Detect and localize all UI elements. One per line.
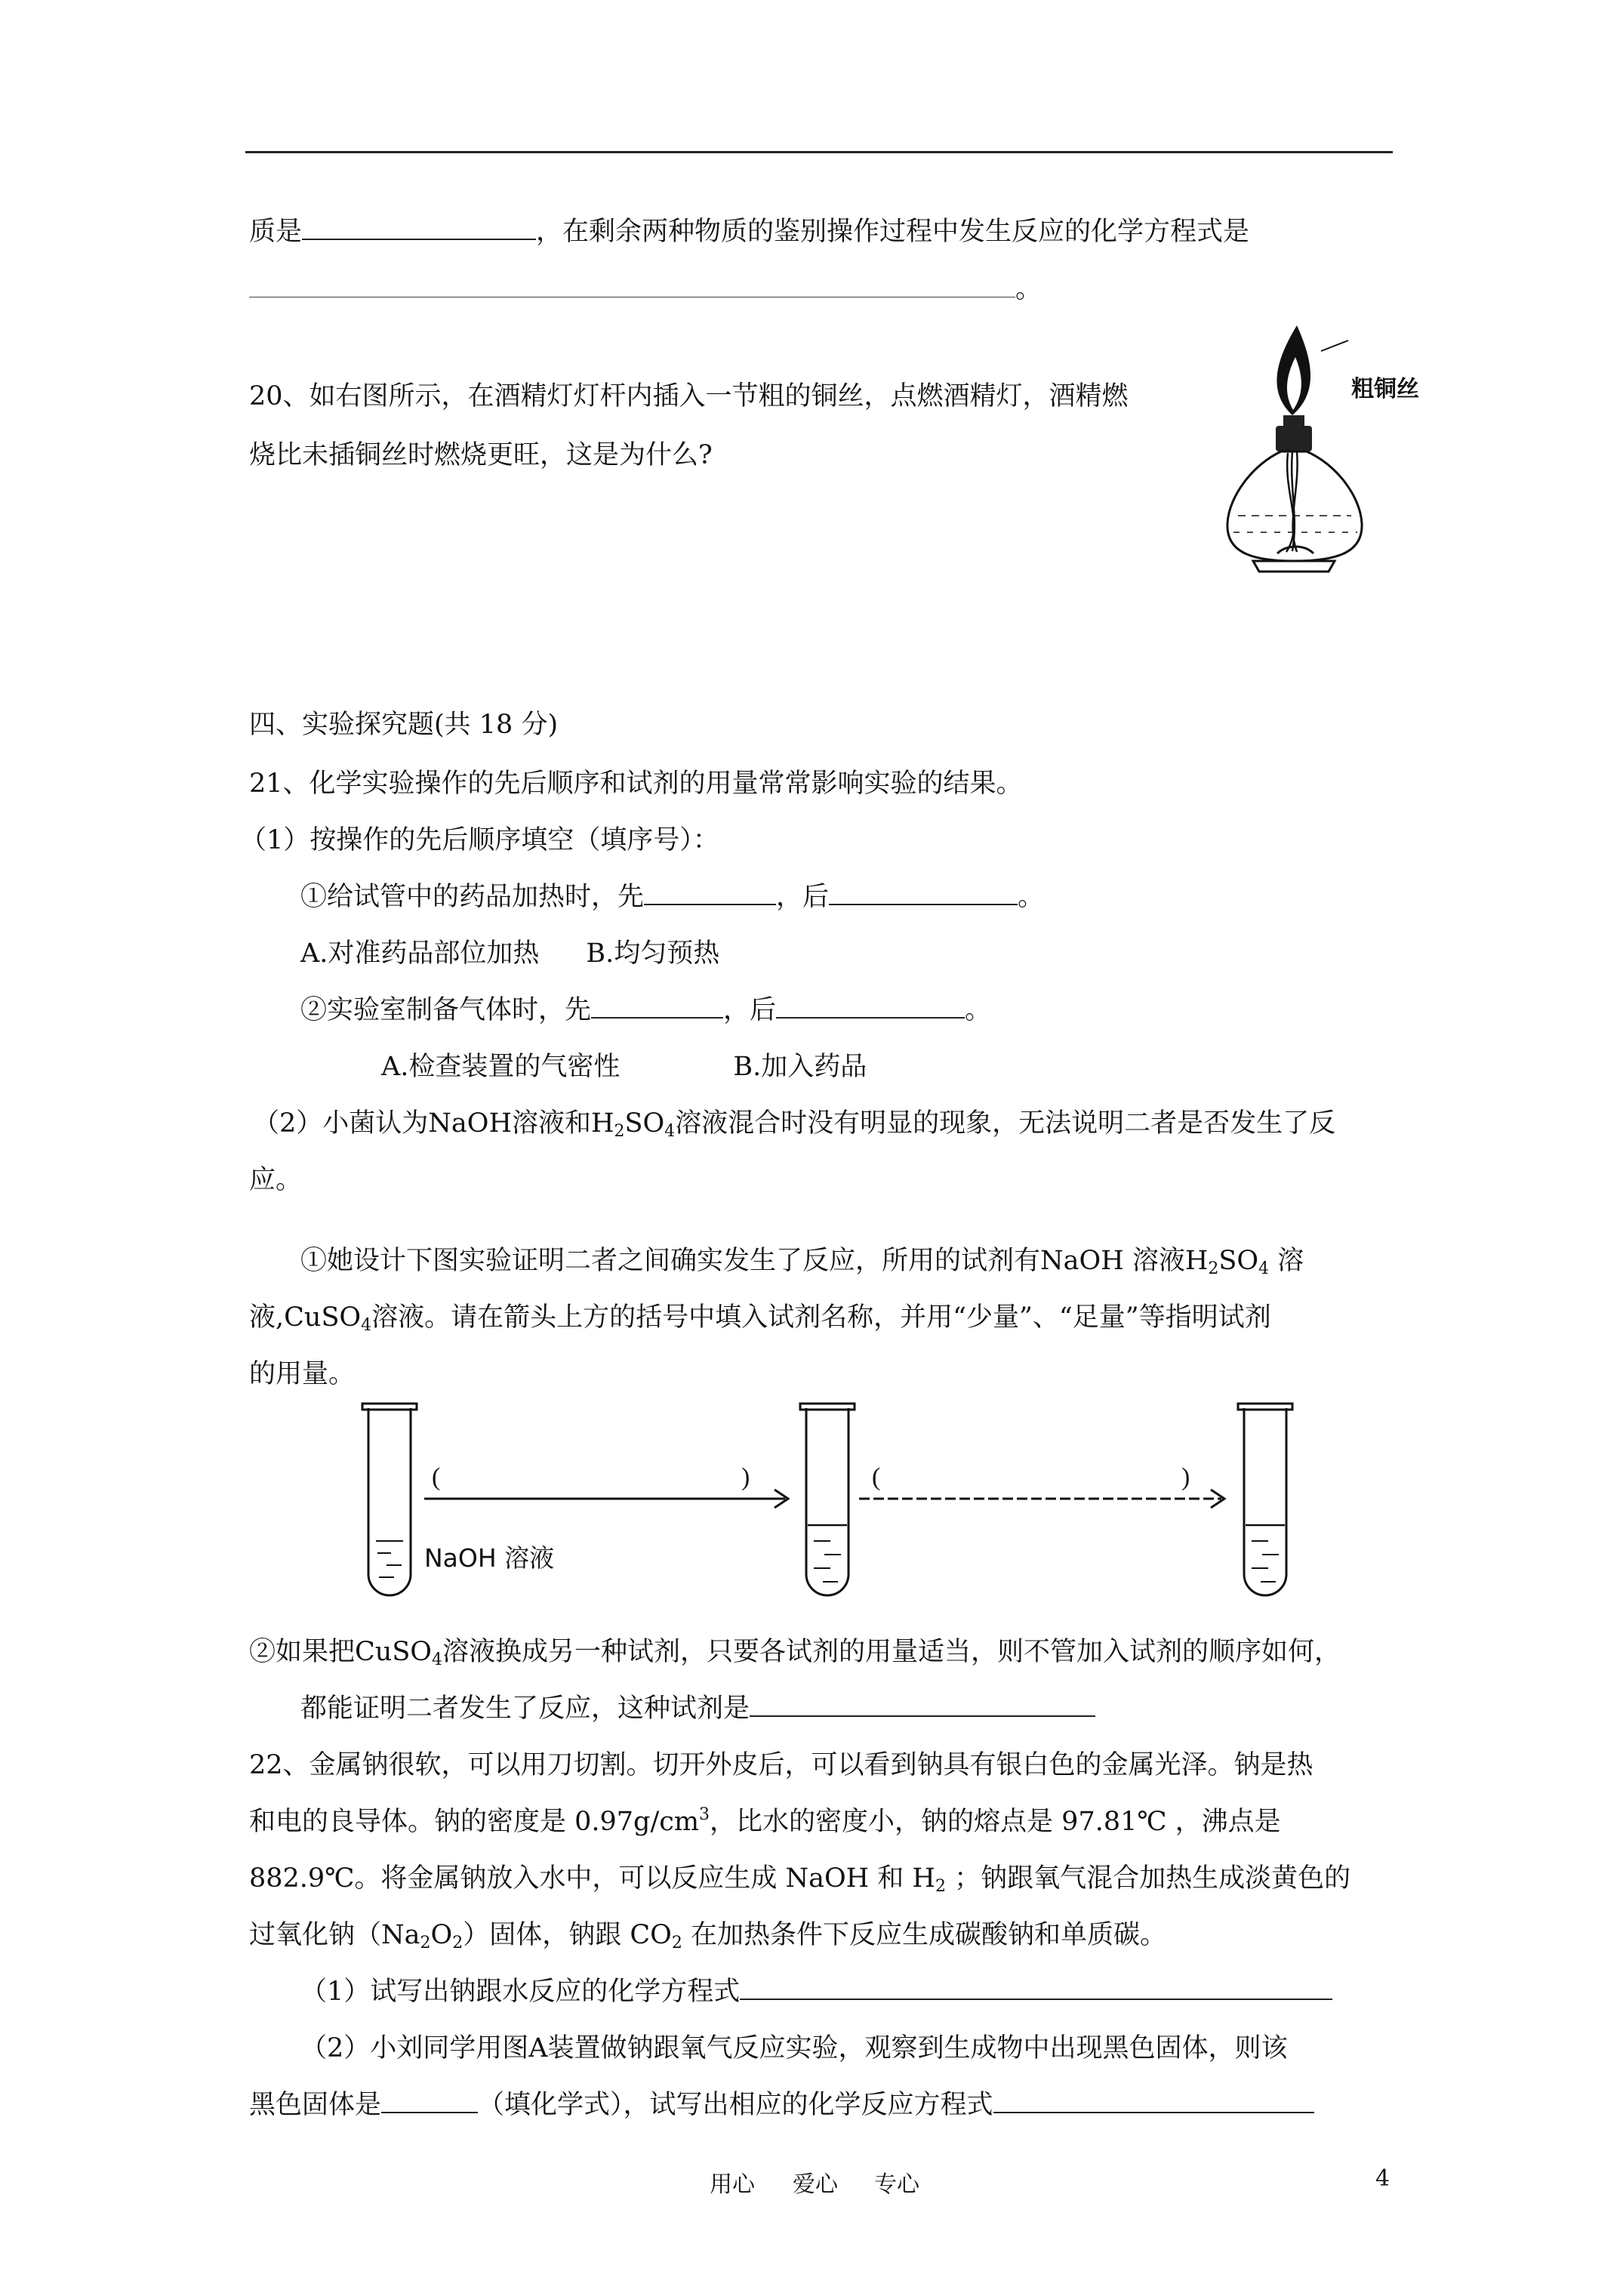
q21-step-2-blank[interactable] xyxy=(750,1690,1095,1717)
footer-motto-1: 用心 xyxy=(710,2171,755,2198)
q21-part-2-line-1: （2）小菌认为NaOH溶液和$H_2SO_4$溶液混合时没有明显的现象，无法说明二者是否发生了反 xyxy=(253,1108,1336,1141)
q21-item-2-then: ，后 xyxy=(723,995,777,1025)
q21-stem: 21、化学实验操作的先后顺序和试剂的用量常常影响实验的结果。 xyxy=(249,769,1023,799)
q21-step-1-line-2: 液,CuSO$_4$溶液。请在箭头上方的括号中填入试剂名称，并用“少量”、“足量”等指明试剂 xyxy=(249,1302,1271,1335)
q22-part-2-line-1: （2）小刘同学用图A装置做钠跟氧气反应实验，观察到生成物中出现黑色固体，则该 xyxy=(300,2033,1288,2063)
q21-item-2-blank-second[interactable] xyxy=(776,991,965,1019)
q22-part-1-blank[interactable] xyxy=(740,1973,1332,2000)
q21-item-1 xyxy=(300,878,1448,916)
footer-motto-3: 专心 xyxy=(874,2171,919,2198)
wick-holder xyxy=(1283,415,1304,426)
q21-item-1-end: 。 xyxy=(1018,882,1045,912)
q21-item-1-blank-second[interactable] xyxy=(829,878,1018,905)
lamp-collar xyxy=(1276,426,1312,451)
q22-line-3: 882.9℃。将金属钠放入水中，可以反应生成 NaOH 和 $H_2$ ；钠跟氧气混合加热生成淡黄色的 xyxy=(249,1863,1351,1896)
q22-part-1: （1）试写出钠跟水反应的化学方程式 xyxy=(300,1973,1448,2011)
footer-motto-2: 爱心 xyxy=(793,2171,838,2198)
q22-line-4: 过氧化钠$(Na_2O_2)$固体，钠跟 $CO_2$ 在加热条件下反应生成碳酸钠和单质碳。 xyxy=(249,1920,1166,1952)
arrow-2-paren-right: ) xyxy=(1181,1463,1190,1491)
arrow-1 xyxy=(424,1490,788,1508)
q21-item-1-then: ，后 xyxy=(776,882,830,912)
q20-line-1: 20、如右图所示，在酒精灯灯杆内插入一节粗的铜丝，点燃酒精灯，酒精燃 xyxy=(249,381,1129,411)
q19-blank-1[interactable] xyxy=(302,213,536,240)
q21-item-1-text: ①给试管中的药品加热时，先 xyxy=(300,882,645,912)
q21-step-1-line-3: 的用量。 xyxy=(249,1359,356,1389)
lamp-base xyxy=(1253,561,1335,572)
q21-item-1-options xyxy=(300,935,1448,972)
q21-item-1-option-a: A.对准药品部位加热 xyxy=(300,938,540,969)
q21-item-1-blank-first[interactable] xyxy=(644,878,776,905)
q22-line-2: 和电的良导体。钠的密度是 $0.97g/cm^3$，比水的密度小，钠的熔点是 97.81℃ ，沸点是 xyxy=(249,1805,1281,1837)
q22-black-solid-blank[interactable] xyxy=(381,2086,478,2113)
q21-part-1: （1）按操作的先后顺序填空（填序号）： xyxy=(240,825,719,855)
q21-item-2-option-a: A.检查装置的气密性 xyxy=(381,1052,621,1082)
arrow-1-paren-right: ) xyxy=(741,1463,750,1491)
q21-part-2-line-2: 应。 xyxy=(249,1165,303,1195)
q19-line xyxy=(249,213,1397,251)
page-number: 4 xyxy=(1375,2165,1390,2192)
q21-item-2-text: ②实验室制备气体时，先 xyxy=(300,995,592,1025)
q21-item-2-blank-first[interactable] xyxy=(591,991,723,1019)
q19-blank-2[interactable] xyxy=(249,274,1015,297)
arrow-2-paren-left: ( xyxy=(872,1463,881,1491)
arrow-2 xyxy=(859,1490,1224,1508)
test-tube-3 xyxy=(1238,1404,1292,1595)
arrow-1-paren-left: ( xyxy=(432,1463,441,1491)
q21-step-1-line-1: ①她设计下图实验证明二者之间确实发生了反应，所用的试剂有NaOH 溶液$H_2SO_4$ 溶 xyxy=(300,1246,1304,1278)
q22-equation-blank[interactable] xyxy=(993,2086,1314,2113)
q21-step-2-line-1: ②如果把CuSO$_4$溶液换成另一种试剂，只要各试剂的用量适当，则不管加入试剂的顺序如何， xyxy=(249,1637,1341,1669)
q22-line-1: 22、金属钠很软，可以用刀切割。切开外皮后，可以看到钠具有银白色的金属光泽。钠是热 xyxy=(249,1750,1313,1780)
test-tube-1 xyxy=(362,1404,417,1595)
q19-answer-line xyxy=(249,270,1397,308)
test-tube-2 xyxy=(800,1404,855,1595)
q19-text-pre: 质是 xyxy=(249,217,303,247)
q21-item-1-option-b: B.均匀预热 xyxy=(586,938,720,969)
copper-wire-label: 粗铜丝 xyxy=(1351,376,1419,402)
naoh-solution-label: NaOH 溶液 xyxy=(424,1543,555,1573)
section-4-title: 四、实验探究题(共 18 分) xyxy=(249,710,559,740)
q21-item-2 xyxy=(300,991,1448,1029)
q21-item-2-options xyxy=(381,1048,1529,1086)
q20-line-2: 烧比未插铜丝时燃烧更旺，这是为什么? xyxy=(249,440,713,470)
q19-text-mid: ，在剩余两种物质的鉴别操作过程中发生反应的化学方程式是 xyxy=(536,217,1250,247)
q21-item-2-end: 。 xyxy=(965,995,992,1025)
copper-wire xyxy=(1286,451,1298,552)
q22-part-2-line-2: 黑色固体是 （填化学式），试写出相应的化学反应方程式 xyxy=(249,2086,1397,2124)
q21-item-2-option-b: B.加入药品 xyxy=(733,1052,867,1082)
q21-step-2-line-2: 都能证明二者发生了反应，这种试剂是 xyxy=(300,1690,1448,1727)
header-rule xyxy=(245,151,1393,153)
q19-end: 。 xyxy=(1015,274,1042,304)
alcohol-lamp-figure xyxy=(1208,321,1457,574)
